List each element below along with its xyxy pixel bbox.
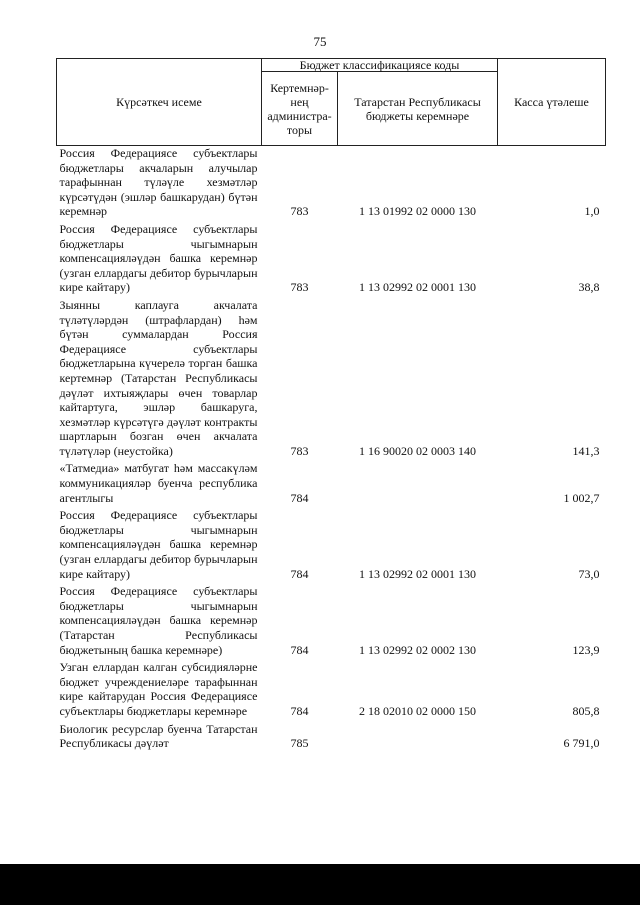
page-number: 75 [313,34,327,49]
revenue-code [338,722,498,754]
revenue-code: 1 13 02992 02 0001 130 [359,280,476,295]
header-budget-group: Бюджет классификациясе коды [262,59,498,72]
indicator-name: Россия Федерациясе субъектлары бюджетлары чыгымнарын компенсацияләүдән башка керемнәр (узган еллардагы дебитор бурычларын кире кайтару) [59,508,258,581]
cash-amount: 123,9 [572,642,600,657]
revenue-code: 1 13 01992 02 0000 130 [359,204,476,219]
admin-code: 784 [290,566,309,581]
revenue-code [338,461,498,508]
cash-amount: 73,0 [578,566,600,581]
cash-amount: 38,8 [578,280,600,295]
revenue-code: 2 18 02010 02 0000 150 [359,703,476,718]
indicator-name: Биологик ресурслар буенча Татарстан Республикасы дәүләт [59,721,258,751]
table-row [57,508,606,584]
cash-amount: 6 791,0 [563,736,600,751]
cash-amount: 1,0 [584,204,600,219]
admin-code: 783 [290,280,309,295]
indicator-name: Россия Федерациясе субъектлары бюджетлары чыгымнарын компенсацияләүдән башка керемнәр (Татарстан Республикасы бюджетының башка керемнәре) [59,584,258,657]
header-revenue: Татарстан Республикасы бюджеты керемнәре [338,72,498,146]
indicator-name: Узган еллардан калган субсидияләрне бюджет учреждениеләре тарафыннан кире кайтарудан Россия Федерациясе субъектлары бюджетлары керемнәре [59,660,258,718]
table-row [57,298,606,462]
revenue-code: 1 16 90020 02 0003 140 [359,443,476,458]
admin-code: 784 [290,490,309,505]
admin-code: 783 [290,204,309,219]
admin-code: 784 [290,642,309,657]
indicator-name: Россия Федерациясе субъектлары бюджетлары чыгымнарын компенсацияләүдән башка керемнәр (узган еллардагы дебитор бурычларын кире кайтару) [59,221,258,295]
admin-code: 783 [290,443,309,458]
cash-amount: 1 002,7 [563,490,600,505]
budget-table [56,58,606,754]
indicator-name: «Татмедиа» матбугат һәм массакүләм коммуникацияләр буенча республика агентлыгы [59,461,258,505]
revenue-code: 1 13 02992 02 0001 130 [359,566,476,581]
table-row [57,461,606,508]
cash-amount: 141,3 [572,443,600,458]
header-admin: Кертемнәр-нең администра-торы [262,72,338,146]
indicator-name: Россия Федерациясе субъектлары бюджетлары акчаларын алучылар тарафыннан түләүле хезмәтләр күрсәтүдән (эшләр башкарудан) бүтән керемнәр [59,146,258,219]
indicator-name: Зыянны каплауга акчалата түләтүләрдән (штрафлардан) һәм бүтән суммалардан Россия Федерациясе субъектлары бюджетларына күчерелә торган башка кертемнәр (Татарстан Республикасы дәүләт ихтыяҗлары өчен товарлар кайтартуга, эшләр башкаруга, хезмәтләр күрсәтүгә дәүләт контракты шартларын бозган өчен акчалата түләтүләр (неустойка) [59,297,258,458]
revenue-code: 1 13 02992 02 0002 130 [359,642,476,657]
scan-bottom-edge [0,864,640,905]
cash-amount: 805,8 [572,703,600,718]
header-cash: Касса үтәлеше [498,59,606,146]
admin-code: 785 [290,736,309,751]
header-indicator: Күрсәткеч исеме [57,59,262,146]
table-row [57,660,606,721]
admin-code: 784 [290,703,309,718]
table-row [57,584,606,660]
table-row [57,722,606,754]
table-row [57,146,606,222]
table-row [57,222,606,298]
header-row-1 [57,59,606,72]
